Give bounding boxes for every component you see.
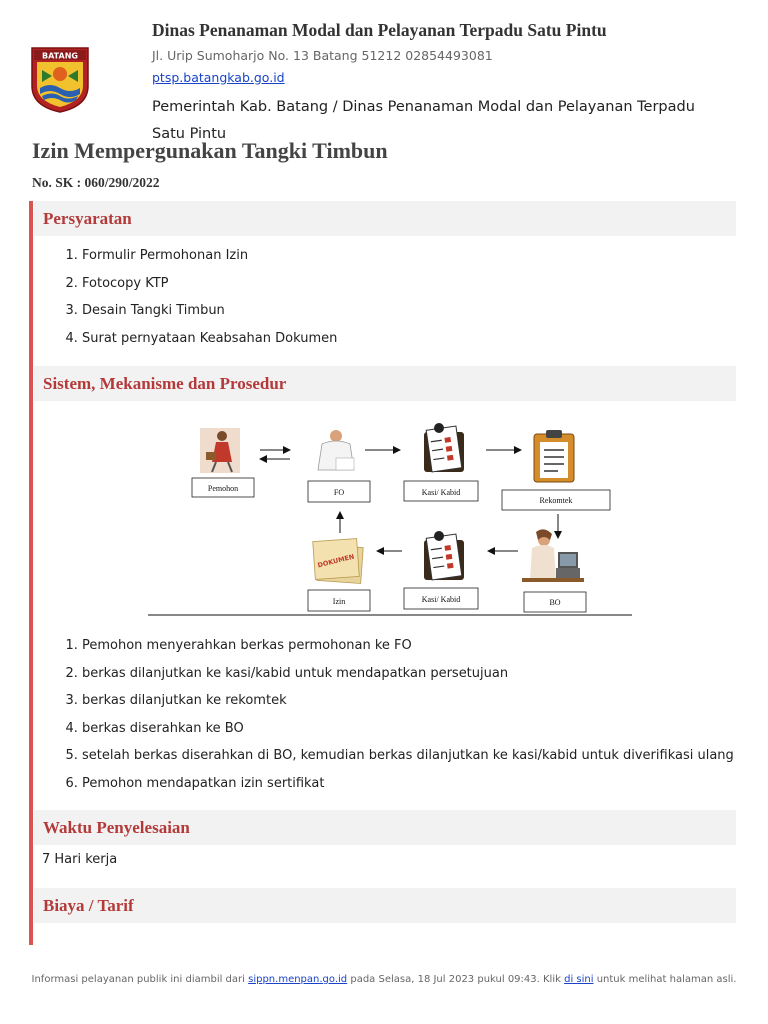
agency-organization: Pemerintah Kab. Batang / Dinas Penanaman Modal dan Pelayanan Terpadu Satu Pintu bbox=[152, 99, 695, 142]
source-link[interactable]: sippn.menpan.go.id bbox=[248, 974, 348, 985]
izin-label: Izin bbox=[332, 597, 346, 606]
checklist-icon bbox=[424, 531, 464, 580]
bo-label: BO bbox=[549, 598, 561, 607]
footer-prefix: Informasi pelayanan publik ini diambil dari bbox=[31, 974, 245, 985]
requirements-heading: Persyaratan bbox=[34, 201, 736, 236]
batang-logo bbox=[30, 46, 90, 114]
content-accent-bar bbox=[29, 201, 33, 945]
agency-title: Dinas Penanaman Modal dan Pelayanan Terpadu Satu Pintu bbox=[152, 20, 607, 40]
list-item: 1. Formulir Permohonan Izin bbox=[82, 242, 337, 270]
service-title: Izin Mempergunakan Tangki Timbun bbox=[32, 138, 388, 163]
page-footer bbox=[0, 974, 768, 985]
footer-suffix: untuk melihat halaman asli. bbox=[596, 974, 737, 985]
list-item: 6. Pemohon mendapatkan izin sertifikat bbox=[82, 770, 734, 798]
document-stack-icon bbox=[313, 539, 363, 584]
rekomtek-label: Rekomtek bbox=[539, 496, 573, 505]
completion-time-value: 7 Hari kerja bbox=[42, 852, 118, 867]
pemohon-figure bbox=[200, 428, 240, 473]
bo-officer-figure bbox=[522, 529, 584, 582]
list-item: 2. berkas dilanjutkan ke kasi/kabid untuk mendapatkan persetujuan bbox=[82, 660, 734, 688]
list-item: 4. berkas diserahkan ke BO bbox=[82, 715, 734, 743]
fo-label: FO bbox=[333, 488, 345, 497]
list-item: 3. Desain Tangki Timbun bbox=[82, 297, 337, 325]
fo-officer-figure bbox=[318, 430, 354, 470]
procedure-flow-diagram bbox=[140, 418, 640, 618]
list-item: 5. setelah berkas diserahkan di BO, kemudian berkas dilanjutkan ke kasi/kabid untuk diverifikasi ulang bbox=[82, 742, 734, 770]
sk-number: No. SK : 060/290/2022 bbox=[32, 175, 160, 190]
checklist-icon bbox=[424, 423, 464, 472]
footer-middle: pada Selasa, 18 Jul 2023 pukul 09:43. Klik bbox=[350, 974, 561, 985]
clipboard-icon bbox=[534, 430, 574, 482]
logo-text: BATANG bbox=[42, 51, 78, 61]
agency-website-link[interactable]: ptsp.batangkab.go.id bbox=[152, 70, 285, 85]
procedure-steps-list bbox=[42, 632, 734, 798]
agency-address: Jl. Urip Sumoharjo No. 13 Batang 51212 02854493081 bbox=[152, 48, 493, 63]
procedure-heading: Sistem, Mekanisme dan Prosedur bbox=[34, 366, 736, 401]
original-page-link[interactable]: di sini bbox=[564, 974, 594, 985]
kasi-kabid-label-bottom: Kasi/ Kabid bbox=[421, 595, 461, 604]
list-item: 4. Surat pernyataan Keabsahan Dokumen bbox=[82, 325, 337, 353]
list-item: 2. Fotocopy KTP bbox=[82, 270, 337, 298]
kasi-kabid-label-top: Kasi/ Kabid bbox=[421, 488, 461, 497]
pemohon-label: Pemohon bbox=[207, 484, 239, 493]
dokumen-stamp-text: DOKUMEN bbox=[316, 552, 356, 570]
page-header bbox=[0, 0, 768, 145]
list-item: 1. Pemohon menyerahkan berkas permohonan ke FO bbox=[82, 632, 734, 660]
list-item: 3. berkas dilanjutkan ke rekomtek bbox=[82, 687, 734, 715]
requirements-list bbox=[42, 242, 337, 352]
completion-time-heading: Waktu Penyelesaian bbox=[34, 810, 736, 845]
cost-heading: Biaya / Tarif bbox=[34, 888, 736, 923]
